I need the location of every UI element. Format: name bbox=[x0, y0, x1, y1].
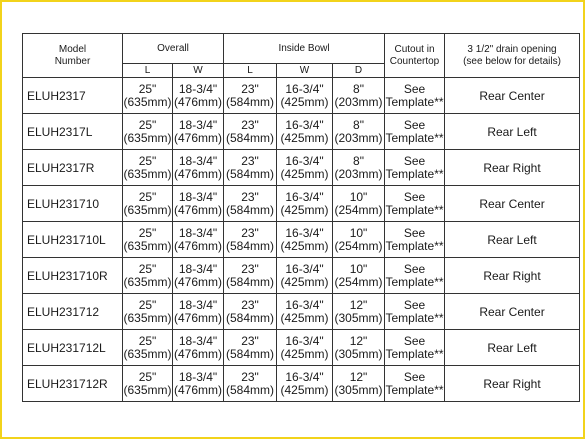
header-model-line-2: Number bbox=[54, 55, 91, 67]
cutout-template: Template** bbox=[385, 202, 444, 217]
overall-w-inches: 18-3/4" bbox=[178, 225, 218, 240]
bowl-w-cell bbox=[277, 294, 333, 330]
bowl-d-inches: 12" bbox=[349, 297, 368, 312]
overall-w-cell bbox=[173, 186, 224, 222]
cutout-see: See bbox=[403, 297, 426, 312]
bowl-d-millimeters: (305mm) bbox=[334, 310, 383, 325]
bowl-l-millimeters: (584mm) bbox=[225, 382, 274, 397]
header-bowl-d: D bbox=[333, 64, 385, 78]
overall-l-millimeters: (635mm) bbox=[123, 166, 172, 181]
bowl-l-inches: 23" bbox=[241, 297, 259, 312]
overall-w-millimeters: (476mm) bbox=[173, 130, 222, 145]
bowl-l-inches: 23" bbox=[241, 81, 259, 96]
bowl-w-millimeters: (425mm) bbox=[280, 166, 329, 181]
header-cutout-line-1: Cutout in bbox=[394, 43, 435, 55]
header-inside-bowl: Inside Bowl bbox=[224, 34, 385, 64]
table-row bbox=[23, 330, 580, 366]
table-row bbox=[23, 78, 580, 114]
overall-w-inches: 18-3/4" bbox=[178, 261, 218, 276]
bowl-l-millimeters: (584mm) bbox=[225, 238, 274, 253]
drain-position-cell: Rear Left bbox=[445, 114, 580, 150]
overall-w-cell bbox=[173, 222, 224, 258]
overall-w-millimeters: (476mm) bbox=[173, 274, 222, 289]
model-number-cell: ELUH231712 bbox=[23, 294, 123, 330]
bowl-l-millimeters: (584mm) bbox=[225, 166, 274, 181]
overall-w-cell bbox=[173, 294, 224, 330]
bowl-w-cell bbox=[277, 150, 333, 186]
bowl-d-millimeters: (203mm) bbox=[334, 94, 383, 109]
bowl-l-inches: 23" bbox=[241, 117, 259, 132]
bowl-d-millimeters: (203mm) bbox=[334, 166, 383, 181]
bowl-d-millimeters: (305mm) bbox=[334, 382, 383, 397]
table-row bbox=[23, 150, 580, 186]
overall-l-inches: 25" bbox=[138, 297, 157, 312]
bowl-w-millimeters: (425mm) bbox=[280, 202, 329, 217]
overall-l-cell bbox=[123, 366, 173, 402]
overall-w-inches: 18-3/4" bbox=[178, 333, 218, 348]
cutout-cell bbox=[385, 258, 445, 294]
overall-l-millimeters: (635mm) bbox=[123, 346, 172, 361]
bowl-d-cell bbox=[333, 294, 385, 330]
overall-w-inches: 18-3/4" bbox=[178, 189, 218, 204]
overall-l-cell bbox=[123, 150, 173, 186]
bowl-d-cell bbox=[333, 258, 385, 294]
bowl-l-inches: 23" bbox=[241, 225, 259, 240]
overall-l-millimeters: (635mm) bbox=[123, 130, 172, 145]
header-overall-l: L bbox=[123, 64, 173, 78]
bowl-d-cell bbox=[333, 78, 385, 114]
drain-position-cell: Rear Right bbox=[445, 366, 580, 402]
cutout-template: Template** bbox=[385, 238, 444, 253]
bowl-l-millimeters: (584mm) bbox=[225, 202, 274, 217]
overall-w-inches: 18-3/4" bbox=[178, 81, 218, 96]
bowl-l-millimeters: (584mm) bbox=[225, 94, 274, 109]
bowl-l-inches: 23" bbox=[241, 189, 259, 204]
spec-table bbox=[22, 33, 580, 402]
overall-l-cell bbox=[123, 330, 173, 366]
bowl-w-millimeters: (425mm) bbox=[280, 382, 329, 397]
drain-position-cell: Rear Center bbox=[445, 186, 580, 222]
model-number-cell: ELUH231712L bbox=[23, 330, 123, 366]
bowl-w-cell bbox=[277, 366, 333, 402]
table-row bbox=[23, 258, 580, 294]
bowl-w-inches: 16-3/4" bbox=[285, 261, 324, 276]
bowl-d-cell bbox=[333, 114, 385, 150]
cutout-cell bbox=[385, 150, 445, 186]
cutout-see: See bbox=[403, 225, 426, 240]
overall-w-inches: 18-3/4" bbox=[178, 117, 218, 132]
spec-table-body bbox=[23, 78, 580, 402]
drain-position-cell: Rear Left bbox=[445, 222, 580, 258]
overall-l-inches: 25" bbox=[138, 261, 157, 276]
bowl-w-inches: 16-3/4" bbox=[285, 189, 324, 204]
overall-w-millimeters: (476mm) bbox=[173, 94, 222, 109]
bowl-d-millimeters: (305mm) bbox=[334, 346, 383, 361]
bowl-d-inches: 8" bbox=[353, 153, 364, 168]
bowl-l-cell bbox=[224, 78, 277, 114]
cutout-template: Template** bbox=[385, 94, 444, 109]
cutout-see: See bbox=[403, 117, 426, 132]
bowl-l-millimeters: (584mm) bbox=[225, 130, 274, 145]
header-row-top bbox=[23, 34, 580, 64]
bowl-l-cell bbox=[224, 294, 277, 330]
bowl-d-cell bbox=[333, 330, 385, 366]
bowl-d-millimeters: (254mm) bbox=[334, 202, 383, 217]
bowl-w-cell bbox=[277, 258, 333, 294]
model-number-cell: ELUH231710R bbox=[23, 258, 123, 294]
bowl-w-millimeters: (425mm) bbox=[280, 310, 329, 325]
bowl-d-inches: 10" bbox=[349, 261, 368, 276]
bowl-w-inches: 16-3/4" bbox=[285, 369, 324, 384]
overall-w-cell bbox=[173, 150, 224, 186]
overall-w-millimeters: (476mm) bbox=[173, 310, 222, 325]
bowl-w-millimeters: (425mm) bbox=[280, 274, 329, 289]
drain-position-cell: Rear Right bbox=[445, 258, 580, 294]
bowl-l-millimeters: (584mm) bbox=[225, 310, 274, 325]
cutout-cell bbox=[385, 330, 445, 366]
bowl-l-cell bbox=[224, 330, 277, 366]
overall-l-millimeters: (635mm) bbox=[123, 382, 172, 397]
overall-w-millimeters: (476mm) bbox=[173, 238, 222, 253]
bowl-d-inches: 8" bbox=[353, 81, 364, 96]
overall-l-inches: 25" bbox=[138, 81, 157, 96]
bowl-l-cell bbox=[224, 150, 277, 186]
cutout-template: Template** bbox=[385, 310, 444, 325]
overall-w-cell bbox=[173, 258, 224, 294]
bowl-d-cell bbox=[333, 150, 385, 186]
cutout-cell bbox=[385, 222, 445, 258]
bowl-w-cell bbox=[277, 78, 333, 114]
overall-l-millimeters: (635mm) bbox=[123, 238, 172, 253]
bowl-d-millimeters: (254mm) bbox=[334, 238, 383, 253]
bowl-l-cell bbox=[224, 258, 277, 294]
overall-l-millimeters: (635mm) bbox=[123, 94, 172, 109]
header-drain-line-1: 3 1/2" drain opening bbox=[467, 43, 557, 55]
cutout-cell bbox=[385, 186, 445, 222]
bowl-w-inches: 16-3/4" bbox=[285, 153, 324, 168]
bowl-l-inches: 23" bbox=[241, 333, 259, 348]
drain-position-cell: Rear Right bbox=[445, 150, 580, 186]
bowl-l-inches: 23" bbox=[241, 153, 259, 168]
header-model-number bbox=[23, 34, 123, 78]
table-row bbox=[23, 294, 580, 330]
bowl-l-cell bbox=[224, 114, 277, 150]
bowl-l-inches: 23" bbox=[241, 369, 259, 384]
overall-l-inches: 25" bbox=[138, 189, 157, 204]
header-drain-line-2: (see below for details) bbox=[463, 55, 561, 67]
bowl-w-inches: 16-3/4" bbox=[285, 333, 324, 348]
cutout-see: See bbox=[403, 81, 426, 96]
bowl-d-cell bbox=[333, 366, 385, 402]
drain-position-cell: Rear Left bbox=[445, 330, 580, 366]
model-number-cell: ELUH231710L bbox=[23, 222, 123, 258]
bowl-l-cell bbox=[224, 186, 277, 222]
cutout-see: See bbox=[403, 369, 426, 384]
header-overall: Overall bbox=[123, 34, 224, 64]
bowl-d-millimeters: (254mm) bbox=[334, 274, 383, 289]
table-row bbox=[23, 366, 580, 402]
cutout-see: See bbox=[403, 189, 426, 204]
overall-l-cell bbox=[123, 294, 173, 330]
overall-w-inches: 18-3/4" bbox=[178, 153, 218, 168]
bowl-w-millimeters: (425mm) bbox=[280, 130, 329, 145]
overall-l-cell bbox=[123, 258, 173, 294]
bowl-l-cell bbox=[224, 222, 277, 258]
overall-w-millimeters: (476mm) bbox=[173, 202, 222, 217]
model-number-cell: ELUH2317 bbox=[23, 78, 123, 114]
bowl-d-inches: 8" bbox=[353, 117, 364, 132]
cutout-see: See bbox=[403, 261, 426, 276]
model-number-cell: ELUH2317R bbox=[23, 150, 123, 186]
bowl-d-cell bbox=[333, 186, 385, 222]
table-row bbox=[23, 186, 580, 222]
header-bowl-w: W bbox=[277, 64, 333, 78]
header-cutout bbox=[385, 34, 445, 78]
bowl-d-inches: 12" bbox=[349, 333, 368, 348]
bowl-w-inches: 16-3/4" bbox=[285, 225, 324, 240]
model-number-cell: ELUH231710 bbox=[23, 186, 123, 222]
overall-l-inches: 25" bbox=[138, 225, 157, 240]
header-overall-w: W bbox=[173, 64, 224, 78]
table-row bbox=[23, 114, 580, 150]
overall-l-cell bbox=[123, 222, 173, 258]
overall-l-inches: 25" bbox=[138, 153, 157, 168]
overall-w-cell bbox=[173, 114, 224, 150]
model-number-cell: ELUH2317L bbox=[23, 114, 123, 150]
header-model-line-1: Model bbox=[58, 43, 87, 55]
bowl-d-cell bbox=[333, 222, 385, 258]
bowl-w-millimeters: (425mm) bbox=[280, 94, 329, 109]
cutout-see: See bbox=[403, 333, 426, 348]
bowl-d-inches: 10" bbox=[349, 189, 368, 204]
cutout-see: See bbox=[403, 153, 426, 168]
overall-w-cell bbox=[173, 366, 224, 402]
bowl-l-millimeters: (584mm) bbox=[225, 346, 274, 361]
overall-l-cell bbox=[123, 114, 173, 150]
bowl-w-millimeters: (425mm) bbox=[280, 238, 329, 253]
cutout-cell bbox=[385, 78, 445, 114]
model-number-cell: ELUH231712R bbox=[23, 366, 123, 402]
cutout-template: Template** bbox=[385, 382, 444, 397]
bowl-d-inches: 12" bbox=[349, 369, 368, 384]
cutout-cell bbox=[385, 114, 445, 150]
bowl-w-inches: 16-3/4" bbox=[285, 297, 324, 312]
drain-position-cell: Rear Center bbox=[445, 294, 580, 330]
bowl-w-cell bbox=[277, 114, 333, 150]
overall-w-millimeters: (476mm) bbox=[173, 166, 222, 181]
bowl-w-cell bbox=[277, 330, 333, 366]
header-drain-opening bbox=[445, 34, 580, 78]
bowl-d-millimeters: (203mm) bbox=[334, 130, 383, 145]
drain-position-cell: Rear Center bbox=[445, 78, 580, 114]
overall-w-millimeters: (476mm) bbox=[173, 346, 222, 361]
bowl-l-inches: 23" bbox=[241, 261, 259, 276]
overall-l-inches: 25" bbox=[138, 369, 157, 384]
bowl-d-inches: 10" bbox=[349, 225, 368, 240]
table-row bbox=[23, 222, 580, 258]
overall-l-cell bbox=[123, 186, 173, 222]
cutout-template: Template** bbox=[385, 274, 444, 289]
bowl-w-millimeters: (425mm) bbox=[280, 346, 329, 361]
header-bowl-l: L bbox=[224, 64, 277, 78]
bowl-w-inches: 16-3/4" bbox=[285, 117, 324, 132]
overall-l-inches: 25" bbox=[138, 333, 157, 348]
overall-w-cell bbox=[173, 78, 224, 114]
cutout-template: Template** bbox=[385, 166, 444, 181]
overall-l-millimeters: (635mm) bbox=[123, 202, 172, 217]
overall-w-inches: 18-3/4" bbox=[178, 369, 218, 384]
header-cutout-line-2: Countertop bbox=[389, 55, 440, 67]
cutout-cell bbox=[385, 366, 445, 402]
overall-l-millimeters: (635mm) bbox=[123, 274, 172, 289]
overall-l-cell bbox=[123, 78, 173, 114]
cutout-template: Template** bbox=[385, 130, 444, 145]
overall-w-inches: 18-3/4" bbox=[178, 297, 218, 312]
overall-l-inches: 25" bbox=[138, 117, 157, 132]
bowl-l-millimeters: (584mm) bbox=[225, 274, 274, 289]
overall-w-cell bbox=[173, 330, 224, 366]
bowl-l-cell bbox=[224, 366, 277, 402]
cutout-template: Template** bbox=[385, 346, 444, 361]
overall-l-millimeters: (635mm) bbox=[123, 310, 172, 325]
cutout-cell bbox=[385, 294, 445, 330]
bowl-w-cell bbox=[277, 186, 333, 222]
overall-w-millimeters: (476mm) bbox=[173, 382, 222, 397]
bowl-w-cell bbox=[277, 222, 333, 258]
bowl-w-inches: 16-3/4" bbox=[285, 81, 324, 96]
